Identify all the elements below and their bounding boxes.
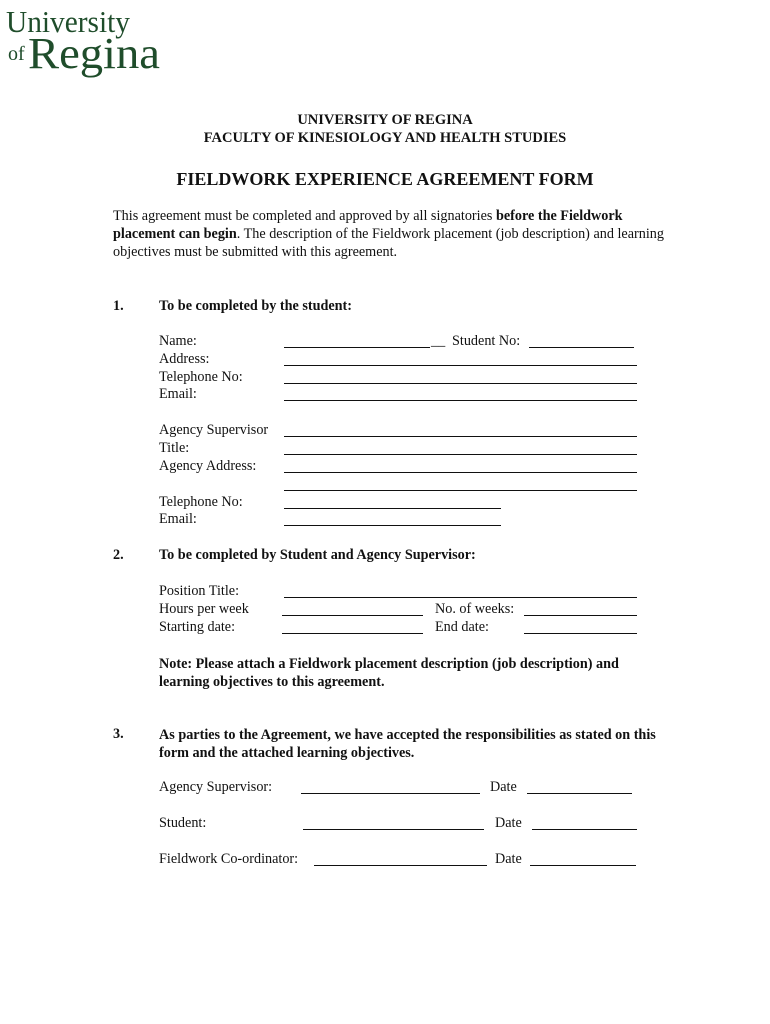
coordinator-date-field[interactable] <box>530 865 636 866</box>
end-date-field[interactable] <box>524 633 637 634</box>
section-1-heading: To be completed by the student: <box>159 298 352 314</box>
student-signature-label: Student: <box>159 815 207 831</box>
address-label: Address: <box>159 351 210 367</box>
student-no-label: Student No: <box>452 333 521 349</box>
weeks-label: No. of weeks: <box>435 601 515 617</box>
agency-address-field-line-2[interactable] <box>284 490 637 491</box>
attachment-note: Note: Please attach a Fieldwork placement description (job description) and learning objectives to this agreement. <box>159 656 619 690</box>
intro-paragraph <box>113 207 673 261</box>
name-label: Name: <box>159 333 197 349</box>
agency-supervisor-label: Agency Supervisor <box>159 422 269 438</box>
address-field[interactable] <box>284 365 637 366</box>
section-3-heading: As parties to the Agreement, we have accepted the responsibilities as stated on this form and the attached learning objectives. <box>159 727 656 761</box>
email-label: Email: <box>159 386 197 402</box>
name-field[interactable] <box>284 347 430 348</box>
agency-supervisor-signature-field[interactable] <box>301 793 480 794</box>
section-2-heading: To be completed by Student and Agency Supervisor: <box>159 547 476 563</box>
agency-email-field[interactable] <box>284 525 501 526</box>
intro-text-end: . The description of the Fieldwork placement (job description) and learning objectives must be submitted with this agreement. <box>113 226 664 260</box>
agency-address-label: Agency Address: <box>159 458 257 474</box>
coordinator-signature-label: Fieldwork Co-ordinator: <box>159 851 299 867</box>
position-title-label: Position Title: <box>159 583 240 599</box>
coordinator-signature-field[interactable] <box>314 865 487 866</box>
agency-supervisor-field[interactable] <box>284 436 637 437</box>
email-field[interactable] <box>284 400 637 401</box>
telephone-field[interactable] <box>284 383 637 384</box>
starting-date-label: Starting date: <box>159 619 236 635</box>
weeks-field[interactable] <box>524 615 637 616</box>
agency-supervisor-date-label: Date <box>490 779 517 795</box>
hours-per-week-label: Hours per week <box>159 601 249 617</box>
title-label: Title: <box>159 440 190 456</box>
intro-bold-text: before the Fieldwork placement can begin <box>113 208 623 242</box>
section-3-number: 3. <box>113 726 124 742</box>
student-no-field[interactable] <box>529 347 634 348</box>
intro-text-start: This agreement must be completed and approved by all signatories <box>113 208 496 224</box>
logo-regina-text: Regina <box>28 29 160 78</box>
section-1-number: 1. <box>113 298 124 314</box>
telephone-label: Telephone No: <box>159 369 243 385</box>
student-date-field[interactable] <box>532 829 637 830</box>
logo-of-text: of <box>8 43 25 65</box>
section-2-number: 2. <box>113 547 124 563</box>
name-field-suffix: __ <box>431 333 446 349</box>
agency-telephone-field[interactable] <box>284 508 501 509</box>
student-date-label: Date <box>495 815 522 831</box>
end-date-label: End date: <box>435 619 489 635</box>
hours-per-week-field[interactable] <box>282 615 423 616</box>
coordinator-date-label: Date <box>495 851 522 867</box>
agency-supervisor-signature-label: Agency Supervisor: <box>159 779 273 795</box>
university-heading: UNIVERSITY OF REGINA <box>297 112 473 128</box>
student-signature-field[interactable] <box>303 829 484 830</box>
position-title-field[interactable] <box>284 597 637 598</box>
agency-telephone-label: Telephone No: <box>159 494 243 510</box>
agency-address-field-line-1[interactable] <box>284 472 637 473</box>
title-field[interactable] <box>284 454 637 455</box>
starting-date-field[interactable] <box>282 633 423 634</box>
form-title: FIELDWORK EXPERIENCE AGREEMENT FORM <box>176 169 594 189</box>
agency-supervisor-date-field[interactable] <box>527 793 632 794</box>
logo-university-text: University <box>6 4 131 39</box>
faculty-heading: FACULTY OF KINESIOLOGY AND HEALTH STUDIES <box>203 130 567 146</box>
agency-email-label: Email: <box>159 511 197 527</box>
university-of-regina-logo <box>6 2 166 80</box>
